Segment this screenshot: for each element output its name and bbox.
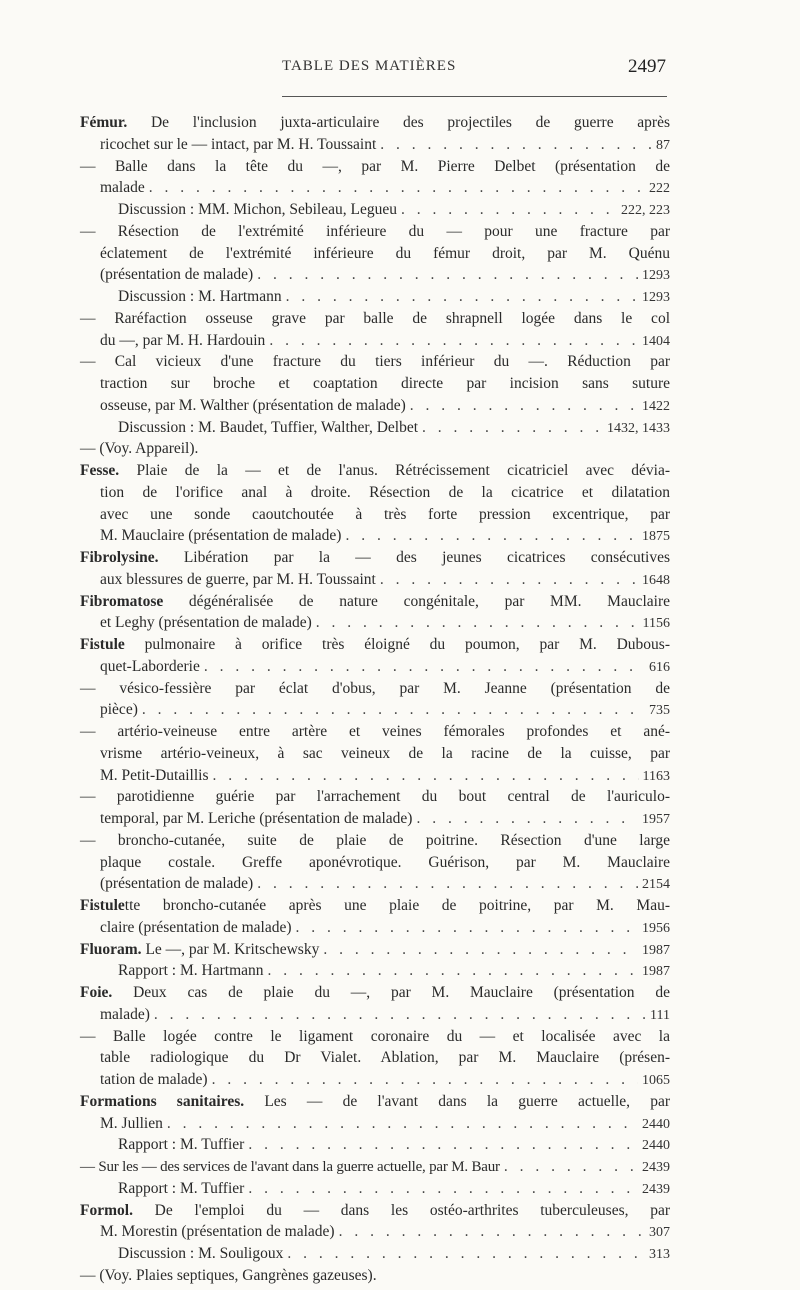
line-text: tation de malade) xyxy=(100,1071,208,1088)
leader-dots xyxy=(286,286,638,308)
page-ref: 2154 xyxy=(642,877,670,893)
line-text: Rapport : M. Hartmann xyxy=(118,962,264,980)
index-entry-line xyxy=(80,1026,670,1048)
leader-dots xyxy=(316,612,639,634)
page-ref: 1987 xyxy=(642,942,670,958)
index-entry-line xyxy=(80,743,670,765)
line-text: — broncho-cutanée, suite de plaie de poitrine. Résection d'une large xyxy=(80,831,670,849)
page-ref: 1065 xyxy=(642,1073,670,1088)
index-entry-line xyxy=(80,504,670,526)
index-entry-line xyxy=(80,1113,670,1135)
leader-dots xyxy=(212,1069,638,1091)
leader-dots xyxy=(287,1243,645,1265)
line-text: aux blessures de guerre, par M. H. Toussaint xyxy=(100,570,376,588)
page-ref: 2440 xyxy=(642,1138,670,1154)
index-entry-line xyxy=(80,830,670,852)
page-ref: 1987 xyxy=(642,964,670,980)
running-title: TABLE DES MATIÈRES xyxy=(282,58,457,74)
page-ref: 111 xyxy=(650,1007,670,1023)
leader-dots xyxy=(257,873,638,895)
line-text: — Balle logée contre le ligament coronaire du — et localisée avec la xyxy=(80,1027,670,1045)
line-text: vrisme artério-veineux, à sac veineux de la racine de la cuisse, par xyxy=(100,744,670,762)
index-entry-line xyxy=(80,699,670,721)
index-headword: Fémur. xyxy=(80,114,128,131)
line-text: claire (présentation de malade) xyxy=(100,918,292,936)
line-text: osseuse, par M. Walther (présentation de malade) xyxy=(100,396,406,414)
line-text: M. Mauclaire (présentation de malade) xyxy=(100,527,342,545)
page-ref: 1957 xyxy=(642,812,670,827)
line-text: M. Morestin (présentation de malade) xyxy=(100,1223,335,1241)
index-entry-line xyxy=(80,286,670,308)
leader-dots xyxy=(504,1156,638,1178)
line-text: — Cal vicieux d'une fracture du tiers inférieur du —. Réduction par xyxy=(80,353,670,371)
line-text: éclatement de l'extrémité inférieure du fémur droit, par M. Quénu xyxy=(100,244,670,262)
index-entry-line xyxy=(80,960,670,982)
index-entry-line xyxy=(80,656,670,678)
index-entry-line xyxy=(80,591,670,613)
index-entry-line xyxy=(80,243,670,265)
page-ref: 1956 xyxy=(642,920,670,936)
index-entry-line xyxy=(80,1243,670,1265)
page-number: 2497 xyxy=(628,56,666,77)
index-headword: Fluoram. xyxy=(80,940,142,958)
page-ref: 1404 xyxy=(642,333,670,349)
line-text: (présentation de malade) xyxy=(100,875,254,893)
index-entry-line xyxy=(80,221,670,243)
index-entry-line xyxy=(80,308,670,330)
leader-dots xyxy=(167,1113,638,1135)
index-entry-line xyxy=(80,939,670,961)
line-text: — (Voy. Appareil). xyxy=(80,440,199,458)
leader-dots xyxy=(380,134,652,156)
leader-dots xyxy=(410,395,638,417)
line-text: (présentation de malade) xyxy=(100,266,254,284)
index-entry-line xyxy=(80,134,670,156)
leader-dots xyxy=(296,917,639,939)
page-ref: 222 xyxy=(649,181,670,197)
line-text: Fistule pulmonaire à orifice très éloigné du poumon, par M. Dubous- xyxy=(80,636,670,653)
page-ref: 1422 xyxy=(642,398,670,414)
line-text: M. Petit-Dutaillis xyxy=(100,766,209,784)
index-entry-line xyxy=(80,1221,670,1243)
index-entry-line xyxy=(80,1178,670,1200)
page-ref: 2439 xyxy=(642,1181,670,1197)
index-entry-line xyxy=(80,547,670,569)
leader-dots xyxy=(248,1178,638,1200)
leader-dots xyxy=(149,177,645,199)
page-ref: 2439 xyxy=(642,1160,670,1175)
line-text: — Raréfaction osseuse grave par balle de shrapnell logée dans le col xyxy=(80,309,670,327)
index-entry-line xyxy=(80,482,670,504)
index-entry-line xyxy=(80,1069,670,1091)
leader-dots xyxy=(257,264,638,286)
index-entry-line xyxy=(80,721,670,743)
index-headword: Fesse. xyxy=(80,462,120,479)
index-entry-line xyxy=(80,112,670,134)
index-entry-line xyxy=(80,395,670,417)
index-entry-line xyxy=(80,1134,670,1156)
index-headword: Fibromatose xyxy=(80,592,164,610)
line-text: Fistulette broncho-cutanée après une plaie de poitrine, par M. Mau- xyxy=(80,897,670,914)
page-ref: 87 xyxy=(656,137,670,153)
line-text: De l'inclusion juxta-articulaire des projectiles de guerre après xyxy=(150,114,671,131)
leader-dots xyxy=(422,417,603,439)
index-entry-line xyxy=(80,264,670,286)
index-entry-line xyxy=(80,808,670,830)
index-headword: Fistule xyxy=(80,897,125,914)
leader-dots xyxy=(416,808,638,830)
line-text: avec une sonde caoutchoutée à très forte pression excentrique, par xyxy=(100,505,670,523)
index-entry-line xyxy=(80,351,670,373)
line-text: Fluoram. Le —, par M. Kritschewsky xyxy=(80,940,320,958)
leader-dots xyxy=(213,765,639,787)
line-text: Discussion : MM. Michon, Sebileau, Legueu xyxy=(118,201,397,218)
header-rule xyxy=(282,96,667,97)
index-entry-line xyxy=(80,417,670,439)
page-ref: 1293 xyxy=(642,268,670,284)
line-text: pièce) xyxy=(100,701,138,719)
line-text: quet-Laborderie xyxy=(100,657,200,675)
page-ref: 1156 xyxy=(642,616,670,632)
line-text: — Résection de l'extrémité inférieure du — pour une fracture par xyxy=(80,222,670,240)
index-body xyxy=(80,112,670,1287)
line-text: Rapport : M. Tuffier xyxy=(118,1179,245,1197)
line-text: plaque costale. Greffe aponévrotique. Guérison, par M. Mauclaire xyxy=(100,853,670,871)
index-entry-line xyxy=(80,373,670,395)
line-text: — artério-veineuse entre artère et veines fémorales profondes et ané- xyxy=(80,723,670,740)
leader-dots xyxy=(268,960,638,982)
page-ref: 1875 xyxy=(642,529,670,545)
index-entry-line xyxy=(80,1265,670,1287)
index-headword: Formations sanitaires. xyxy=(80,1092,245,1110)
page-ref: 1163 xyxy=(642,768,670,784)
index-entry-line xyxy=(80,982,670,1004)
line-text: du —, par M. H. Hardouin xyxy=(100,331,266,349)
line-text: ricochet sur le — intact, par M. H. Toussaint xyxy=(100,135,377,153)
line-text: Fibromatose dégénéralisée de nature congénitale, par MM. Mauclaire xyxy=(80,592,670,610)
index-entry-line xyxy=(80,765,670,787)
line-text: malade) xyxy=(100,1005,150,1023)
leader-dots xyxy=(380,569,638,591)
index-entry-line xyxy=(80,1004,670,1026)
index-entry-line xyxy=(80,678,670,700)
page-ref: 1432, 1433 xyxy=(607,420,670,436)
leader-dots xyxy=(269,330,638,352)
index-headword: Fistule xyxy=(80,636,125,653)
leader-dots xyxy=(142,699,645,721)
line-text: tion de l'orifice anal à droite. Résection de la cicatrice et dilatation xyxy=(100,483,670,501)
index-entry-line xyxy=(80,1200,670,1222)
line-text: et Leghy (présentation de malade) xyxy=(100,614,312,632)
index-entry-line xyxy=(80,438,670,460)
line-text: — vésico-fessière par éclat d'obus, par M. Jeanne (présentation de xyxy=(80,679,670,697)
line-text: malade xyxy=(100,179,145,197)
index-headword: Foie. xyxy=(80,984,113,1001)
index-entry-line xyxy=(80,612,670,634)
leader-dots xyxy=(345,525,638,547)
index-entry-line xyxy=(80,895,670,917)
index-entry-line xyxy=(80,460,670,482)
index-entry-line xyxy=(80,525,670,547)
index-entry-line xyxy=(80,1091,670,1113)
page-ref: 735 xyxy=(649,703,670,719)
index-entry-line xyxy=(80,917,670,939)
page-ref: 616 xyxy=(649,659,670,675)
line-text: Rapport : M. Tuffier xyxy=(118,1136,245,1154)
leader-dots xyxy=(204,656,645,678)
index-entry-line xyxy=(80,156,670,178)
index-entry-line xyxy=(80,199,670,221)
line-text: Formations sanitaires. Les — de l'avant dans la guerre actuelle, par xyxy=(80,1092,670,1110)
page-ref: 313 xyxy=(649,1247,670,1262)
page-ref: 1293 xyxy=(642,290,670,305)
line-text: Plaie de la — et de l'anus. Rétrécissement cicatriciel avec dévia- xyxy=(136,462,671,479)
line-text: Discussion : M. Baudet, Tuffier, Walther, Delbet xyxy=(118,418,419,436)
index-entry-line xyxy=(80,873,670,895)
page-ref: 307 xyxy=(649,1225,670,1241)
index-entry-line xyxy=(80,330,670,352)
line-text: table radiologique du Dr Vialet. Ablation, par M. Mauclaire (présen- xyxy=(100,1049,670,1067)
page-ref: 2440 xyxy=(642,1116,670,1132)
leader-dots xyxy=(154,1004,646,1026)
line-text: — Balle dans la tête du —, par M. Pierre Delbet (présentation de xyxy=(80,157,670,175)
index-entry-line xyxy=(80,1156,670,1178)
line-text: — Sur les — des services de l'avant dans la guerre actuelle, par M. Baur xyxy=(80,1159,500,1175)
page-ref: 222, 223 xyxy=(621,203,670,218)
index-entry-line xyxy=(80,852,670,874)
index-entry-line xyxy=(80,786,670,808)
line-text: traction sur broche et coaptation directe par incision sans suture xyxy=(100,375,670,392)
index-headword: Formol. xyxy=(80,1201,133,1219)
line-text: Foie. Deux cas de plaie du —, par M. Mauclaire (présentation de xyxy=(80,984,670,1001)
line-text: — (Voy. Plaies septiques, Gangrènes gazeuses). xyxy=(80,1266,377,1284)
line-text: Discussion : M. Souligoux xyxy=(118,1245,284,1262)
index-entry-line xyxy=(80,1047,670,1069)
leader-dots xyxy=(339,1221,645,1243)
line-text: Discussion : M. Hartmann xyxy=(118,288,282,305)
leader-dots xyxy=(323,939,638,961)
index-headword: Fibrolysine. xyxy=(80,549,159,566)
index-entry-line xyxy=(80,177,670,199)
index-entry-line xyxy=(80,634,670,656)
line-text: M. Jullien xyxy=(100,1114,163,1132)
line-text: Fibrolysine. Libération par la — des jeunes cicatrices consécutives xyxy=(80,549,670,566)
page-ref: 1648 xyxy=(642,572,670,588)
line-text: Formol. De l'emploi du — dans les ostéo-arthrites tuberculeuses, par xyxy=(80,1201,670,1219)
leader-dots xyxy=(248,1134,638,1156)
line-text: — parotidienne guérie par l'arrachement du bout central de l'auriculo- xyxy=(80,788,670,806)
index-entry-line xyxy=(80,569,670,591)
line-text: temporal, par M. Leriche (présentation de malade) xyxy=(100,810,413,827)
leader-dots xyxy=(401,199,617,221)
